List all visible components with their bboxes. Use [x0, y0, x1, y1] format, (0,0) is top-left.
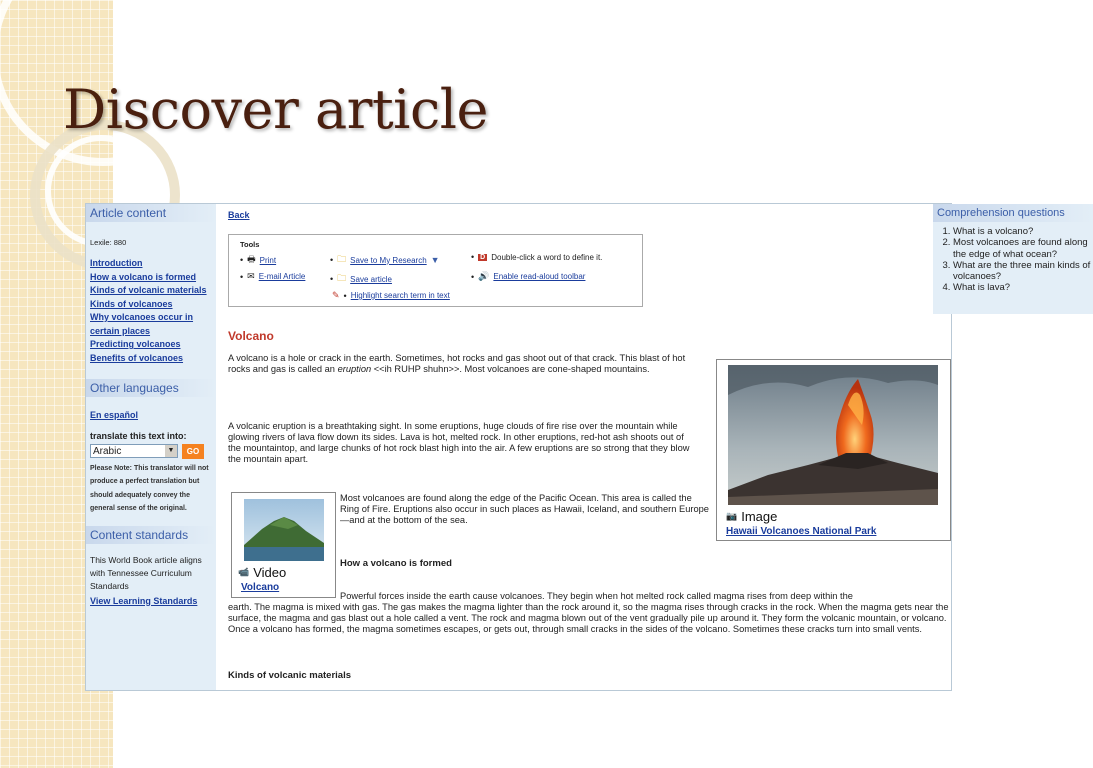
- speaker-icon: 🔊: [478, 271, 490, 281]
- question-item: 1. What is a volcano?: [953, 226, 1093, 237]
- video-camera-icon: 📹: [238, 567, 250, 577]
- section-link-kinds[interactable]: Kinds of volcanoes: [90, 298, 173, 309]
- section-link-why-occur[interactable]: Why volcanoes occur in certain places: [90, 312, 194, 336]
- view-standards-link[interactable]: View Learning Standards: [90, 595, 198, 606]
- lexile-level: Lexile: 880: [90, 238, 127, 247]
- content-standards-heading: Content standards: [86, 526, 216, 544]
- article-paragraph-4a: Powerful forces inside the earth cause volcanoes. They begin when hot melted rock called magma rises from deep within the: [340, 591, 853, 601]
- article-title: Volcano: [228, 329, 274, 343]
- video-label: 📹 Video: [238, 565, 287, 580]
- folder-icon: 🗀: [337, 273, 347, 283]
- section-link-benefits[interactable]: Benefits of volcanoes: [90, 352, 184, 363]
- read-aloud-link[interactable]: Enable read-aloud toolbar: [493, 272, 586, 281]
- chevron-down-icon: ▼: [165, 445, 177, 457]
- save-article-tool[interactable]: • 🗀 Save article: [330, 271, 392, 287]
- highlighter-icon: ✎: [332, 290, 340, 300]
- tools-title: Tools: [240, 240, 260, 249]
- video-media-box[interactable]: [231, 492, 336, 598]
- camera-icon: 📷: [726, 511, 738, 521]
- video-thumbnail[interactable]: [244, 499, 324, 561]
- section-link-introduction[interactable]: Introduction: [90, 258, 143, 268]
- article-screenshot: [85, 203, 1091, 691]
- article-paragraph-2: A volcanic eruption is a breathtaking sight. In some eruptions, huge clouds of fire rise over the mountain while glowing rivers of lava flow down its sides. Lava is hot, melted rock. In other eruptions, red-hot ash shoots out of the mountaintop, and large chunks of hot rock blast high into the air. A few eruptions are so strong that they blow the mountain apart.: [228, 421, 690, 464]
- section-heading-how-formed: How a volcano is formed: [340, 558, 452, 569]
- language-select[interactable]: [90, 444, 178, 458]
- question-item: 4. What is lava?: [953, 282, 1093, 293]
- save-research-tool[interactable]: • 🗀 Save to My Research ▼: [330, 252, 440, 268]
- video-link[interactable]: Volcano: [241, 582, 280, 593]
- folder-icon: 🗀: [337, 254, 347, 264]
- email-tool[interactable]: • ✉ E-mail Article: [240, 271, 306, 282]
- section-link-how-formed[interactable]: How a volcano is formed: [90, 271, 197, 282]
- go-button[interactable]: GO: [182, 444, 204, 459]
- article-section-links: [86, 257, 216, 365]
- translate-label: translate this text into:: [90, 430, 187, 441]
- pronunciation-term[interactable]: eruption: [337, 364, 372, 374]
- dictionary-icon: D: [480, 253, 486, 261]
- print-link[interactable]: Print: [259, 255, 277, 265]
- print-tool[interactable]: • 🖶 Print: [240, 252, 276, 268]
- article-paragraph-3: Most volcanoes are found along the edge of the Pacific Ocean. This area is called the Ring of Fire. Eruptions also occur in such places as Hawaii, Iceland, and southern Europe—and at the bottom of the sea.: [340, 493, 709, 525]
- translate-controls: [86, 441, 216, 462]
- section-link-predicting[interactable]: Predicting volcanoes: [90, 339, 181, 349]
- image-label: 📷 Image: [726, 509, 778, 524]
- read-aloud-tool[interactable]: • 🔊 Enable read-aloud toolbar: [471, 271, 586, 282]
- other-languages-heading: Other languages: [86, 379, 216, 397]
- save-article-link[interactable]: Save article: [350, 274, 392, 284]
- question-item: 3. What are the three main kinds of volcanoes?: [953, 260, 1093, 283]
- comprehension-panel: [933, 204, 1093, 314]
- article-paragraph-1: A volcano is a hole or crack in the earth. Sometimes, hot rocks and gas shoot out of that crack. This blast of hot rocks and gas is called an eruption <<ih RUHP shuhn>>. Most volcanoes are cone-shaped mountains.: [228, 353, 686, 374]
- slide-title: Discover article: [63, 78, 488, 141]
- sidebar: [86, 204, 216, 690]
- dropdown-triangle-icon[interactable]: ▼: [430, 255, 440, 265]
- spanish-link[interactable]: En español: [90, 410, 139, 420]
- define-text: Double-click a word to define it.: [491, 252, 603, 262]
- image-link[interactable]: Hawaii Volcanoes National Park: [726, 526, 877, 537]
- back-link[interactable]: Back: [228, 210, 250, 220]
- highlight-link[interactable]: Highlight search term in text: [350, 291, 450, 300]
- main-content: [228, 204, 1091, 690]
- comprehension-heading: Comprehension questions: [933, 204, 1093, 222]
- section-link-volcanic-materials[interactable]: Kinds of volcanic materials: [90, 285, 207, 295]
- article-paragraph-4b: earth. The magma is mixed with gas. The gas makes the magma lighter than the rock around it, so the magma rises through cracks in the rock. When the magma gets near the surface, the magma and gas blast out a hole called a vent. The rock and magma blown out of the vent gradually pile up around it. They form the volcanic mountain, or volcano. Once a volcano has formed, the magma sometimes escapes, or gets out, through small cracks in the sides of the volcano. Sometimes these cracks turn into small vents.: [228, 602, 949, 634]
- translator-note: Please Note: This translator will not produce a perfect translation but should adequately convey the general sense of the original.: [90, 464, 209, 512]
- tools-box: [228, 234, 643, 307]
- define-tool: • D Double-click a word to define it.: [471, 252, 603, 262]
- comprehension-list: [933, 226, 1093, 294]
- envelope-icon: ✉: [247, 271, 255, 281]
- volcano-image[interactable]: [728, 365, 938, 505]
- highlight-tool[interactable]: ✎ • Highlight search term in text: [332, 290, 450, 301]
- language-select-value: Arabic: [93, 446, 122, 457]
- save-research-link[interactable]: Save to My Research: [350, 255, 427, 265]
- standards-text: This World Book article aligns with Tennessee Curriculum Standards: [90, 554, 202, 591]
- image-media-box[interactable]: [716, 359, 951, 541]
- email-link[interactable]: E-mail Article: [258, 272, 306, 281]
- printer-icon: 🖶: [247, 254, 256, 264]
- article-content-heading: Article content: [86, 204, 216, 222]
- section-heading-volcanic-materials: Kinds of volcanic materials: [228, 670, 352, 681]
- question-item: 2. Most volcanoes are found along the edge of what ocean?: [953, 237, 1093, 260]
